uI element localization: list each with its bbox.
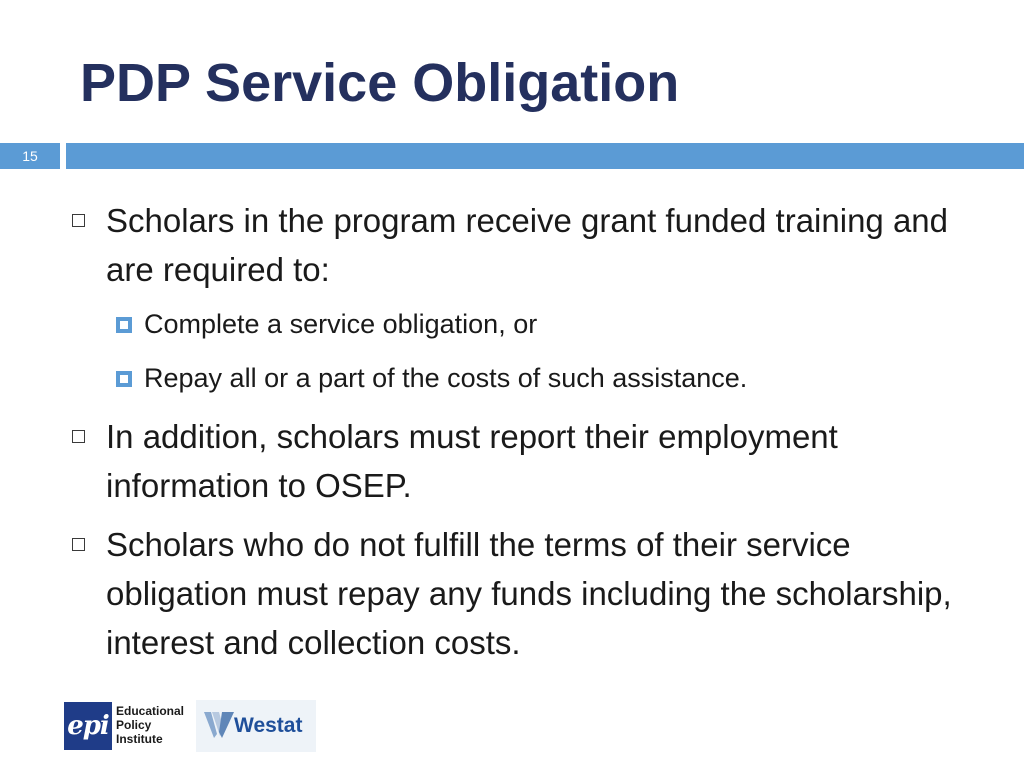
hollow-square-bullet-icon: [72, 214, 85, 227]
westat-logo-icon: [202, 708, 236, 742]
square-bullet-icon: [116, 317, 132, 333]
bullet-text: Scholars in the program receive grant funded training and are required to:: [106, 202, 948, 288]
sub-bullet-item: [116, 360, 996, 396]
bullet-text: In addition, scholars must report their employment information to OSEP.: [106, 418, 838, 504]
slide-title: PDP Service Obligation: [80, 53, 680, 113]
hollow-square-bullet-icon: [72, 538, 85, 551]
epi-logo-icon: epi: [64, 702, 112, 750]
header-bar: [66, 143, 1024, 169]
epi-logo-line: Policy: [116, 718, 152, 732]
westat-logo: [196, 700, 316, 752]
westat-logo-text: Westat: [234, 714, 303, 737]
epi-logo: [64, 700, 194, 752]
bullet-text: Scholars who do not fulfill the terms of their service obligation must repay any funds including the scholarship, interest and collection costs.: [106, 526, 952, 661]
bullet-item: [72, 520, 992, 667]
hollow-square-bullet-icon: [72, 430, 85, 443]
sub-bullet-item: [116, 306, 996, 342]
footer-logos: [64, 700, 316, 752]
bullet-item: [72, 412, 992, 510]
bullet-item: [72, 196, 992, 294]
page-number: 15: [0, 143, 60, 169]
epi-logo-line: Educational: [116, 704, 185, 718]
epi-logo-text: [116, 704, 184, 746]
sub-bullet-text: Complete a service obligation, or: [144, 309, 538, 339]
epi-logo-line: Institute: [116, 732, 163, 746]
square-bullet-icon: [116, 371, 132, 387]
sub-bullet-text: Repay all or a part of the costs of such assistance.: [144, 363, 748, 393]
